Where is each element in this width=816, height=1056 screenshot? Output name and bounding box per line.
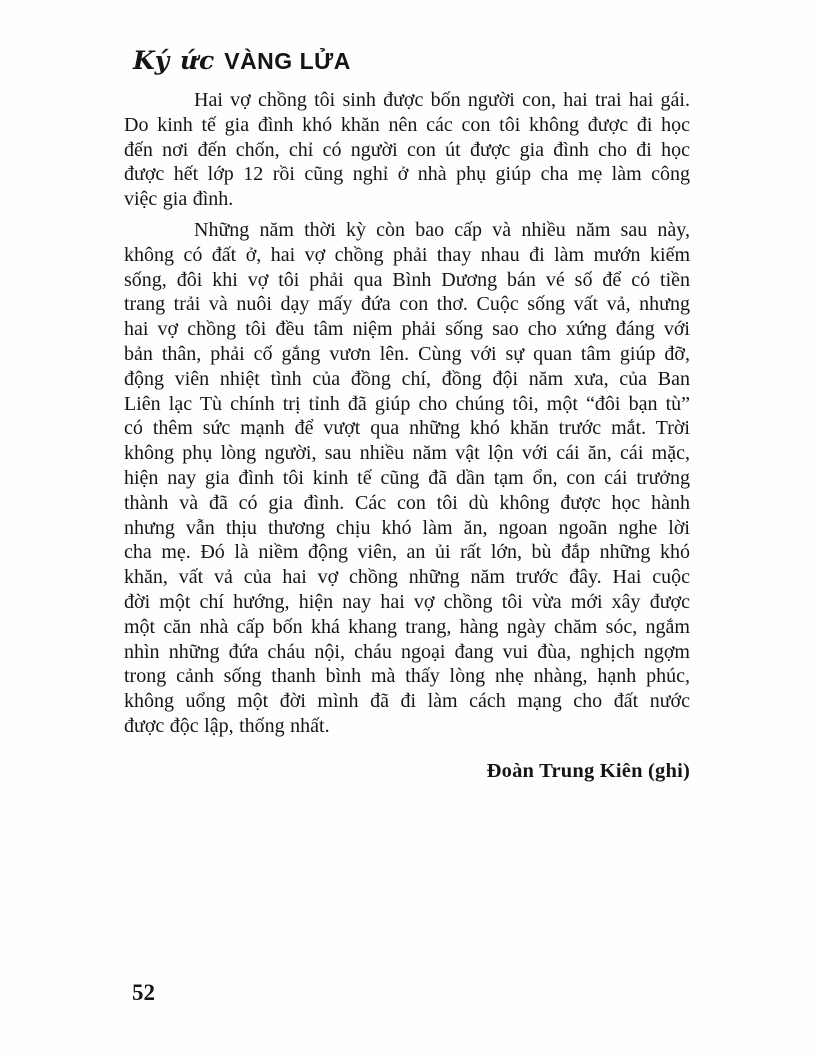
- text-line: không uổng một đời mình đã đi làm cách mạng cho đất nước: [124, 690, 690, 713]
- text-line: Những năm thời kỳ còn bao cấp và nhiều năm sau này,: [194, 218, 690, 241]
- text-line: đời một chí hướng, hiện nay hai vợ chồng tôi vừa mới xây được: [124, 590, 690, 613]
- text-line: trang trải và nuôi dạy mấy đứa con thơ. Cuộc sống vất vả, nhưng: [124, 293, 690, 316]
- text-line: không phụ lòng người, sau nhiều năm vật lộn với cái ăn, cái mặc,: [124, 442, 690, 465]
- text-line: được hết lớp 12 rồi cũng nghỉ ở nhà phụ giúp cha mẹ làm công: [124, 163, 690, 186]
- author-signature: Đoàn Trung Kiên (ghi): [486, 760, 690, 782]
- text-line: việc gia đình.: [124, 188, 234, 211]
- running-head-book-title: VÀNG LỬA: [224, 48, 351, 74]
- text-line: hiện nay gia đình tôi kinh tế cũng đã dần tạm ổn, con cái trưởng: [124, 466, 690, 489]
- text-line: thành và đã có gia đình. Các con tôi dù không được học hành: [124, 491, 690, 514]
- text-line: động viên nhiệt tình của đồng chí, đồng đội năm xưa, của Ban: [124, 367, 690, 390]
- text-line: cha mẹ. Đó là niềm động viên, an ủi rất lớn, bù đắp những khó: [124, 541, 690, 564]
- text-line: Do kinh tế gia đình khó khăn nên các con tôi không được đi học: [124, 113, 690, 136]
- text-line: đến nơi đến chốn, chỉ có người con út được gia đình cho đi học: [124, 138, 690, 161]
- text-line: không có đất ở, hai vợ chồng phải thay nhau đi làm mướn kiếm: [124, 243, 690, 266]
- text-line: hai vợ chồng tôi đều tâm niệm phải sống sao cho xứng đáng với: [124, 318, 690, 341]
- running-head-series-label: Ký ức: [133, 46, 216, 75]
- paragraph: [124, 88, 690, 212]
- paragraph: [124, 218, 690, 739]
- text-line: nhìn những đứa cháu nội, cháu ngoại đang vui đùa, nghịch ngợm: [124, 640, 690, 663]
- text-line: trong cảnh sống thanh bình mà thấy lòng nhẹ nhàng, hạnh phúc,: [124, 665, 690, 688]
- page-number: 52: [132, 980, 155, 1005]
- text-line: sống, đôi khi vợ tôi phải qua Bình Dương bán vé số để có tiền: [124, 268, 690, 291]
- text-line: Hai vợ chồng tôi sinh được bốn người con, hai trai hai gái.: [194, 89, 690, 111]
- text-line: Liên lạc Tù chính trị tỉnh đã giúp cho chúng tôi, một “đôi bạn tù”: [124, 392, 690, 415]
- text-line: có thêm sức mạnh để vượt qua những khó khăn trước mắt. Trời: [124, 417, 690, 440]
- body-text: [124, 88, 690, 739]
- text-line: bản thân, phải cố gắng vươn lên. Cùng với sự quan tâm giúp đỡ,: [124, 342, 690, 365]
- text-line: khăn, vất vả của hai vợ chồng những năm trước đây. Hai cuộc: [124, 566, 690, 589]
- running-head: [133, 46, 351, 75]
- text-line: một căn nhà cấp bốn khá khang trang, hàng ngày chăm sóc, ngắm: [124, 615, 690, 638]
- text-line: được độc lập, thống nhất.: [124, 714, 330, 737]
- text-line: nhưng vẫn thịu thương chịu khó làm ăn, ngoan ngoãn nghe lời: [124, 516, 690, 539]
